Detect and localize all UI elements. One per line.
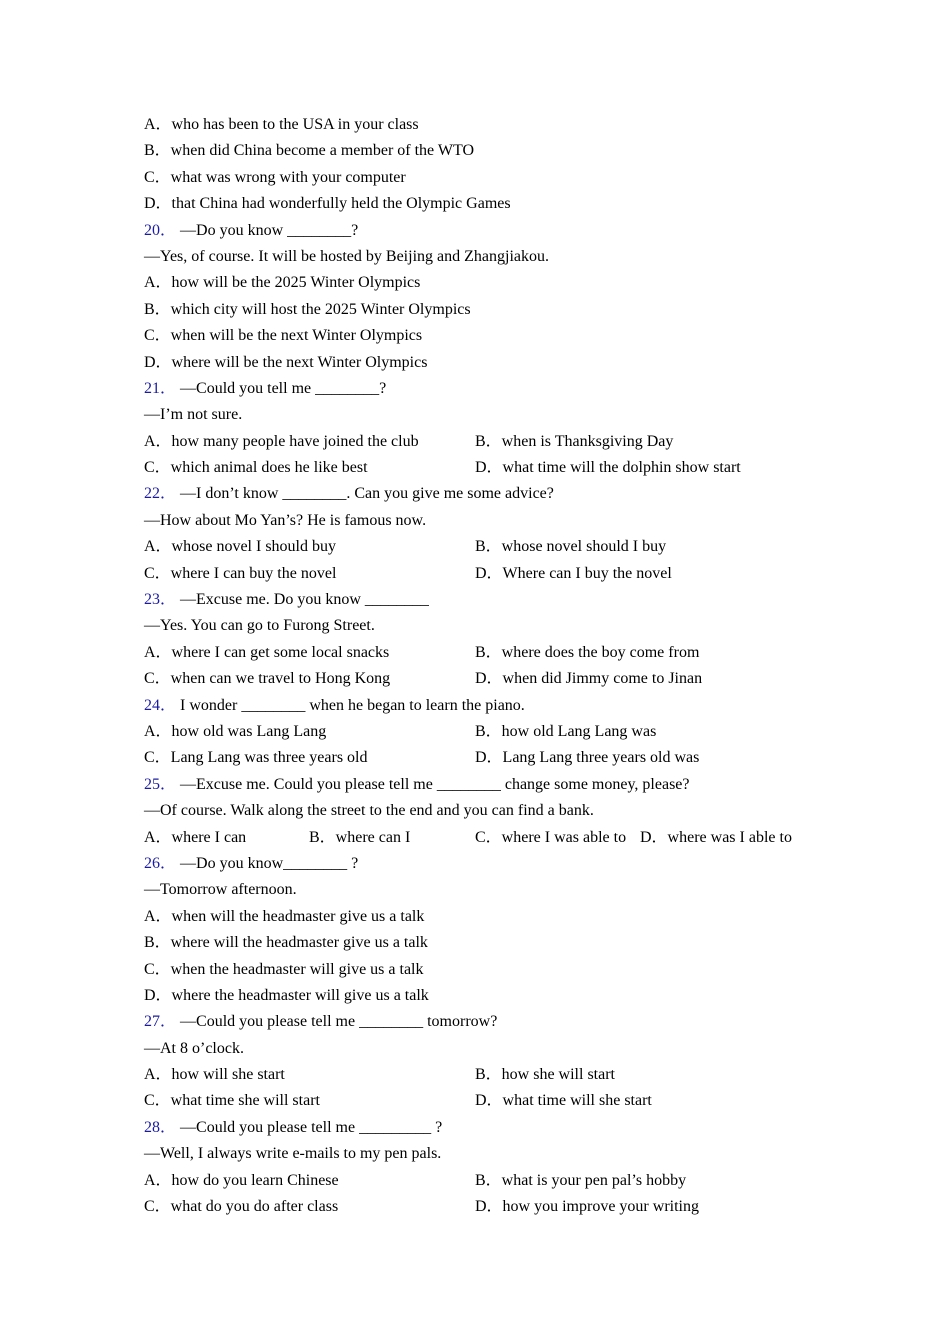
option-row — [144, 666, 824, 692]
question-number: 26． — [144, 854, 177, 872]
option: B．whose novel should I buy — [475, 538, 667, 556]
question-stem — [144, 587, 824, 613]
option-row — [144, 429, 824, 455]
reply-line — [144, 508, 824, 534]
option-row — [144, 745, 824, 771]
option: D．how you improve your writing — [475, 1198, 699, 1216]
question-stem — [144, 851, 824, 877]
option: D．what time will the dolphin show start — [475, 459, 741, 477]
option-row — [144, 825, 824, 851]
option: A．how will she start — [144, 1066, 285, 1084]
option: A．whose novel I should buy — [144, 538, 336, 556]
option: A．how many people have joined the club — [144, 432, 419, 450]
question-stem — [144, 481, 824, 507]
option: C．where I can buy the novel — [144, 564, 337, 582]
exam-page — [144, 112, 824, 1220]
option-line — [144, 191, 824, 217]
option-row — [144, 534, 824, 560]
option: A．how will be the 2025 Winter Olympics — [144, 274, 421, 292]
reply-line — [144, 244, 824, 270]
question-text: —Do you know________ ? — [180, 854, 359, 872]
option: D．where will be the next Winter Olympics — [144, 353, 428, 371]
option: A．where I can — [144, 828, 247, 846]
question-number: 27． — [144, 1013, 177, 1031]
option: D．Where can I buy the novel — [475, 564, 672, 582]
option-line — [144, 270, 824, 296]
option: D．when did Jimmy come to Jinan — [475, 670, 703, 688]
option: B．how she will start — [475, 1066, 615, 1084]
reply-line — [144, 798, 824, 824]
question-stem — [144, 376, 824, 402]
question-text: —Excuse me. Do you know ________ — [180, 591, 429, 609]
option: D．what time will she start — [475, 1092, 652, 1110]
option: B．where will the headmaster give us a talk — [144, 934, 428, 952]
option: D．where was I able to — [640, 828, 792, 846]
reply-text: —Of course. Walk along the street to the end and you can find a bank. — [144, 802, 594, 820]
option: B．what is your pen pal’s hobby — [475, 1171, 687, 1189]
question-text: —Could you please tell me ________ tomorrow? — [180, 1013, 498, 1031]
reply-text: —Yes, of course. It will be hosted by Beijing and Zhangjiakou. — [144, 247, 549, 265]
option: D．Lang Lang three years old was — [475, 749, 700, 767]
option-row — [144, 640, 824, 666]
option: C．which animal does he like best — [144, 459, 368, 477]
reply-text: —I’m not sure. — [144, 406, 243, 424]
option: C．what do you do after class — [144, 1198, 339, 1216]
question-stem — [144, 693, 824, 719]
option-row — [144, 561, 824, 587]
option-line — [144, 350, 824, 376]
question-text: —Excuse me. Could you please tell me ________ change some money, please? — [180, 775, 690, 793]
reply-line — [144, 1141, 824, 1167]
option: C．Lang Lang was three years old — [144, 749, 368, 767]
question-number: 24． — [144, 696, 177, 714]
question-text: —Could you tell me ________? — [180, 379, 387, 397]
option-row — [144, 455, 824, 481]
option-row — [144, 719, 824, 745]
option-line — [144, 983, 824, 1009]
question-stem — [144, 218, 824, 244]
question-number: 22． — [144, 485, 177, 503]
option-line — [144, 297, 824, 323]
reply-text: —Tomorrow afternoon. — [144, 881, 297, 899]
option: B．when did China become a member of the WTO — [144, 142, 474, 160]
question-text: I wonder ________ when he began to learn the piano. — [180, 696, 525, 714]
option: C．when can we travel to Hong Kong — [144, 670, 391, 688]
option: C．where I was able to — [475, 828, 627, 846]
option-row — [144, 1088, 824, 1114]
option-row — [144, 1062, 824, 1088]
question-stem — [144, 772, 824, 798]
option-row — [144, 1168, 824, 1194]
option: D．that China had wonderfully held the Olympic Games — [144, 195, 511, 213]
reply-line — [144, 1036, 824, 1062]
option: B．when is Thanksgiving Day — [475, 432, 674, 450]
option: B．how old Lang Lang was — [475, 722, 657, 740]
option-line — [144, 112, 824, 138]
reply-text: —Well, I always write e-mails to my pen pals. — [144, 1145, 442, 1163]
question-text: —Do you know ________? — [180, 221, 359, 239]
option-line — [144, 323, 824, 349]
reply-text: —At 8 o’clock. — [144, 1039, 244, 1057]
question-text: —Could you please tell me _________ ? — [180, 1118, 443, 1136]
question-number: 20． — [144, 221, 177, 239]
option: A．how old was Lang Lang — [144, 722, 327, 740]
option: C．what was wrong with your computer — [144, 168, 406, 186]
option: A．how do you learn Chinese — [144, 1171, 339, 1189]
question-text: —I don’t know ________. Can you give me some advice? — [180, 485, 554, 503]
option: D．where the headmaster will give us a talk — [144, 986, 429, 1004]
option: A．where I can get some local snacks — [144, 643, 390, 661]
reply-line — [144, 877, 824, 903]
option-line — [144, 165, 824, 191]
option: C．when will be the next Winter Olympics — [144, 327, 423, 345]
option-line — [144, 957, 824, 983]
option: B．which city will host the 2025 Winter Olympics — [144, 300, 471, 318]
option: B．where can I — [309, 828, 411, 846]
reply-line — [144, 613, 824, 639]
question-stem — [144, 1009, 824, 1035]
question-number: 21． — [144, 379, 177, 397]
option-row — [144, 1194, 824, 1220]
question-number: 25． — [144, 775, 177, 793]
option: A．when will the headmaster give us a talk — [144, 907, 425, 925]
option-line — [144, 138, 824, 164]
question-stem — [144, 1115, 824, 1141]
option: B．where does the boy come from — [475, 643, 700, 661]
option: C．when the headmaster will give us a talk — [144, 960, 424, 978]
reply-text: —Yes. You can go to Furong Street. — [144, 617, 375, 635]
question-number: 28． — [144, 1118, 177, 1136]
option: C．what time she will start — [144, 1092, 320, 1110]
reply-text: —How about Mo Yan’s? He is famous now. — [144, 511, 427, 529]
option-line — [144, 904, 824, 930]
option: A．who has been to the USA in your class — [144, 116, 419, 133]
reply-line — [144, 402, 824, 428]
question-number: 23． — [144, 591, 177, 609]
option-line — [144, 930, 824, 956]
